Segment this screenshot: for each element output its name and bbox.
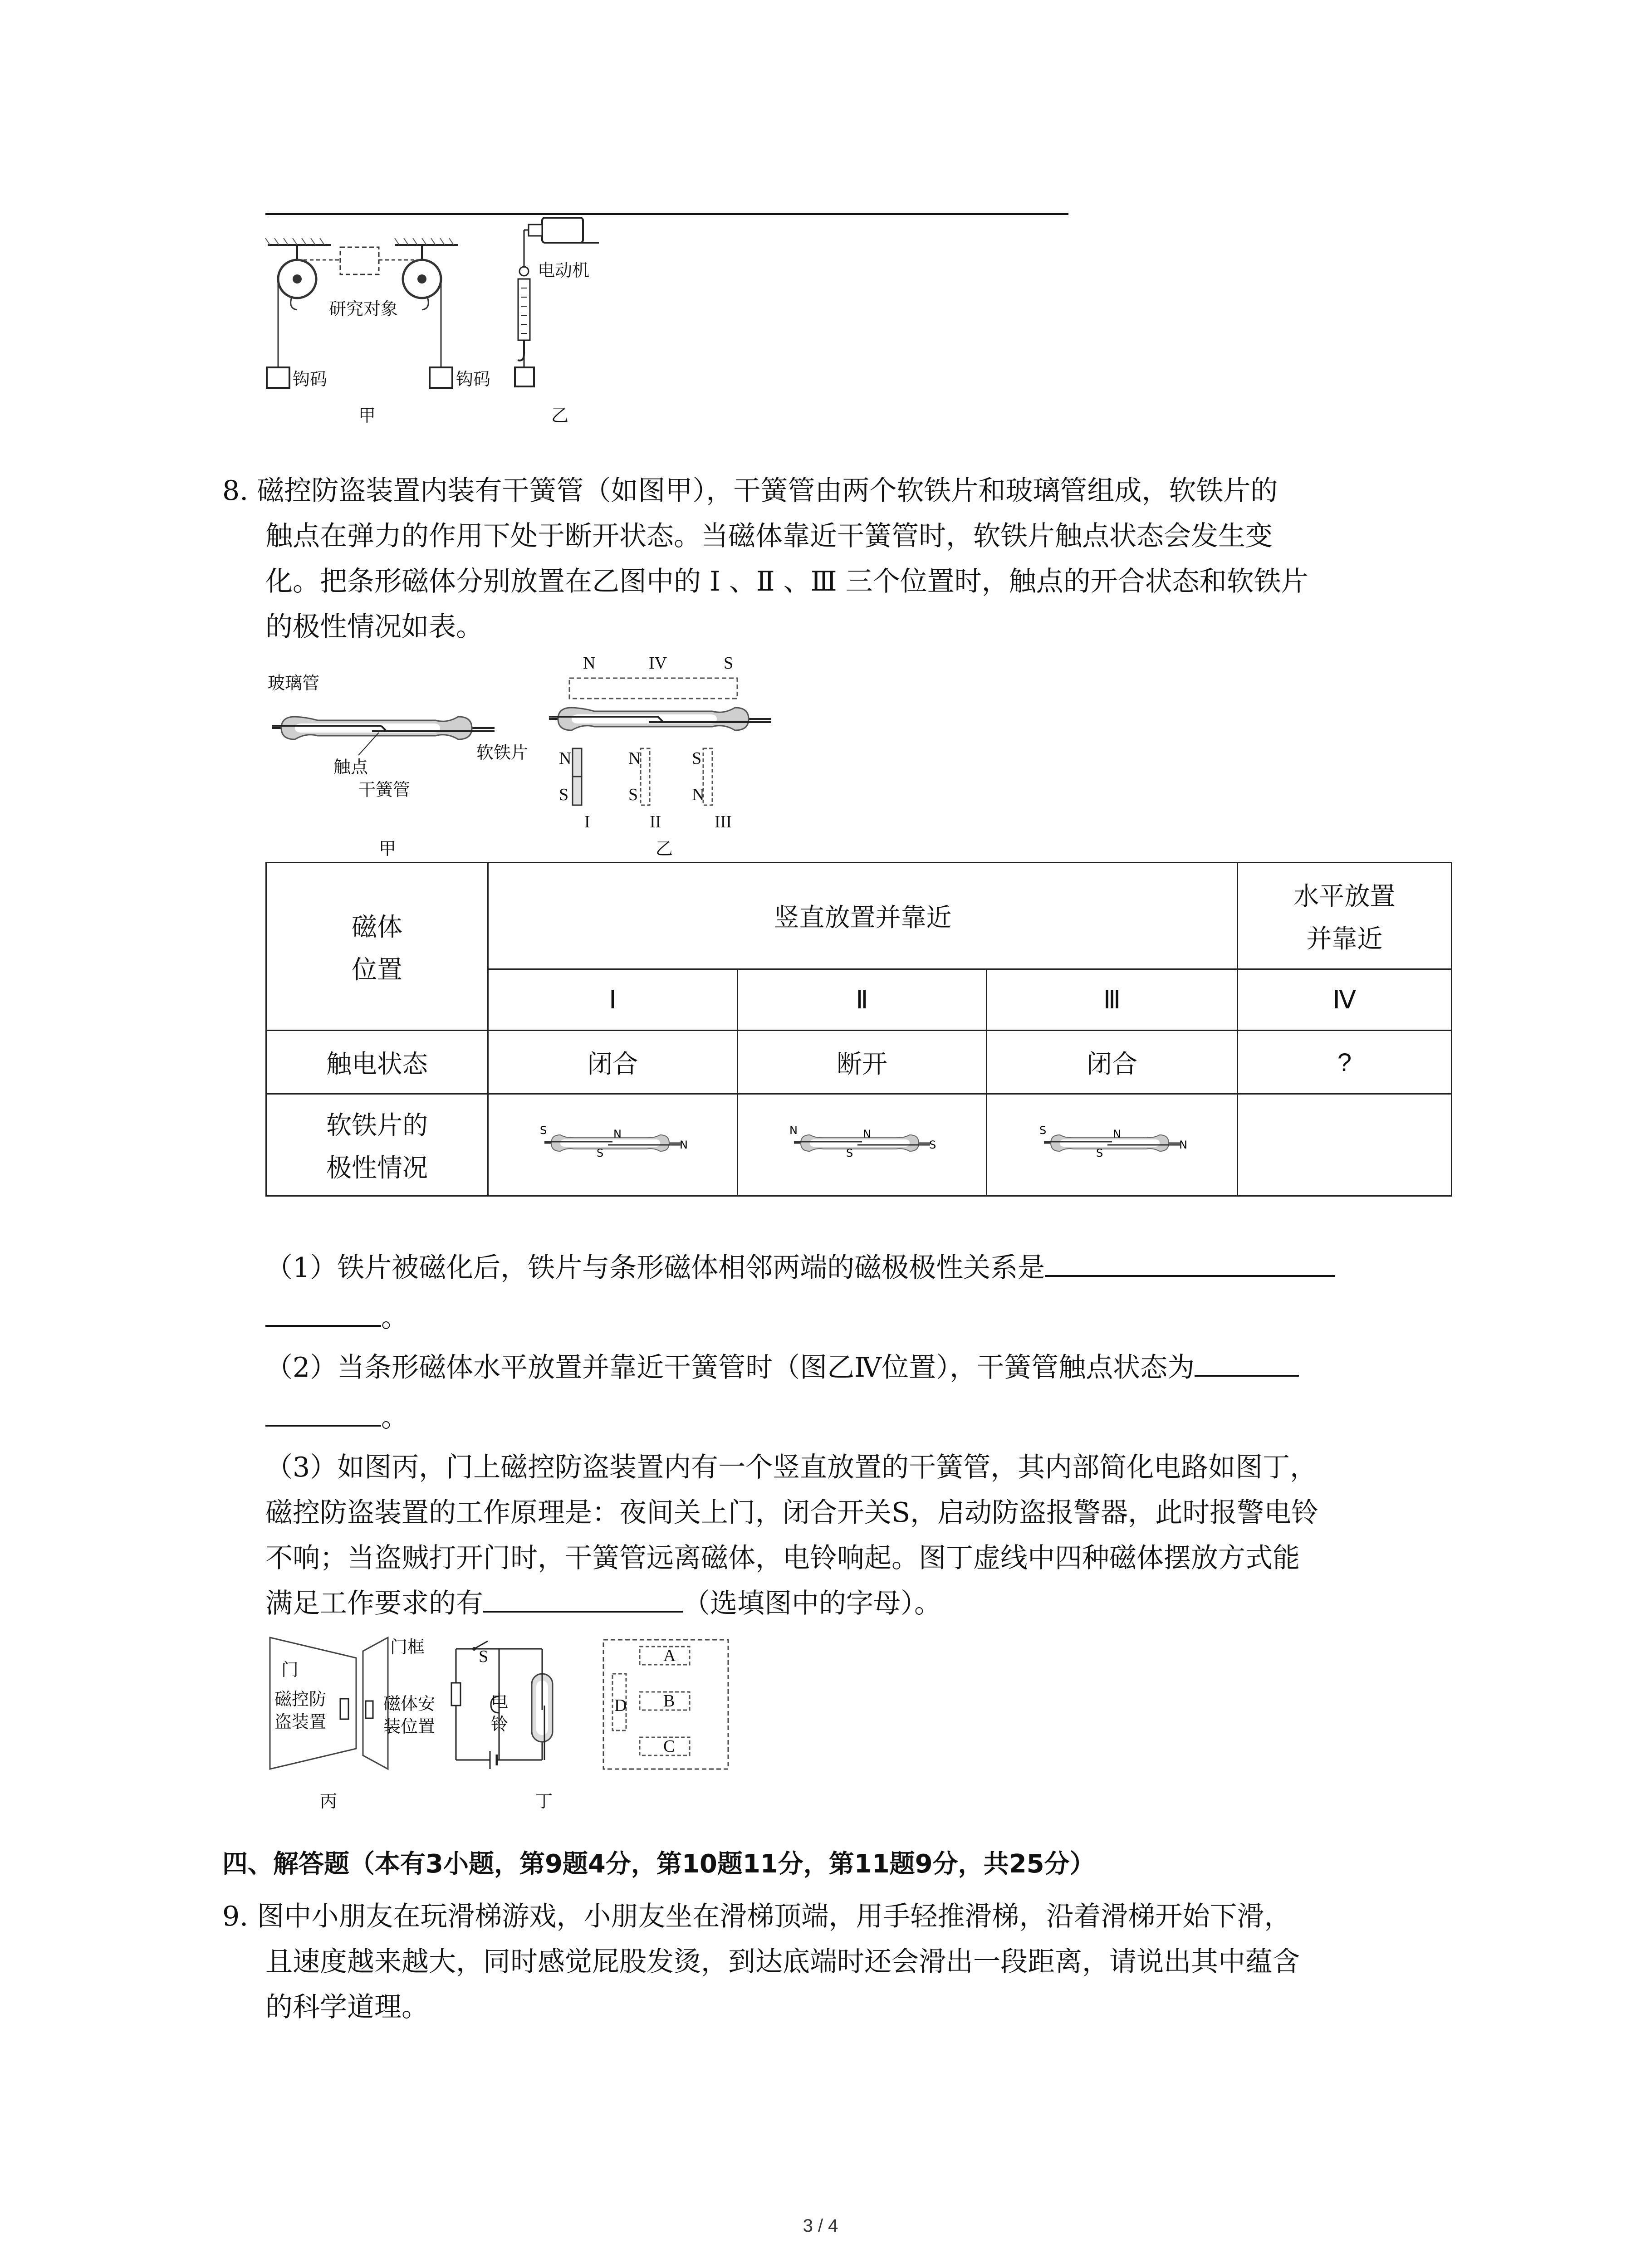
answer-line xyxy=(265,213,1068,215)
polarity-diagram-iii xyxy=(1035,1121,1189,1162)
figure-caption-bing: 丙 xyxy=(320,1791,338,1811)
section-4-heading: 四、解答题（本有3小题，第9题4分，第10题11分，第11题9分，共25分） xyxy=(222,1849,1095,1879)
svg-text:N: N xyxy=(613,1128,622,1140)
q9-line-3: 的科学道理。 xyxy=(265,1991,429,2023)
header-position-cell: 磁体 位置 xyxy=(266,863,488,1031)
figure-caption-jia: 甲 xyxy=(358,406,376,425)
row-polarity-label: 软铁片的 极性情况 xyxy=(266,1094,488,1196)
yi-i-n: N xyxy=(559,749,572,768)
answer-blank-1a[interactable] xyxy=(1045,1248,1335,1277)
polarity-diagram-i xyxy=(535,1121,690,1162)
q9-line-2: 且速度越来越大，同时感觉屁股发烫，到达底端时还会滑出一段距离，请说出其中蕴含 xyxy=(265,1946,1300,1978)
box-b-label: B xyxy=(663,1691,675,1711)
yi-pos-iii: III xyxy=(715,812,732,831)
door-frame-label: 门框 xyxy=(390,1637,425,1657)
svg-text:N: N xyxy=(862,1128,871,1140)
q8-sub1: （1）铁片被磁化后，铁片与条形磁体相邻两端的磁极极性关系是 xyxy=(265,1245,1335,1290)
polarity-diagram-ii xyxy=(785,1121,939,1162)
position-ii: Ⅱ xyxy=(737,969,987,1031)
polarity-ii xyxy=(737,1094,987,1196)
svg-text:S: S xyxy=(1039,1124,1047,1137)
results-table xyxy=(265,862,1452,1197)
figure-yi-positions xyxy=(544,676,780,826)
state-iv: ? xyxy=(1237,1031,1451,1094)
bell-label-2: 铃 xyxy=(491,1714,509,1734)
header-horizontal-cell: 水平放置 并靠近 xyxy=(1237,863,1451,969)
reed-tube-label: 干簧管 xyxy=(358,780,411,800)
yi-ii-n: N xyxy=(628,749,641,768)
page-number: 3 / 4 xyxy=(803,2216,838,2236)
door-label: 门 xyxy=(281,1660,299,1680)
figure-caption-ding: 丁 xyxy=(535,1791,553,1811)
position-iii: Ⅲ xyxy=(987,969,1238,1031)
yi-top-n: N xyxy=(583,654,596,673)
research-object-label: 研究对象 xyxy=(329,299,398,319)
svg-text:S: S xyxy=(929,1139,936,1151)
q8-sub2: （2）当条形磁体水平放置并靠近干簧管时（图乙Ⅳ位置），干簧管触点状态为 xyxy=(265,1345,1299,1390)
yi-pos-i: I xyxy=(584,812,590,831)
figure-yi-motor xyxy=(499,213,608,404)
q9-line-1: 9. 图中小朋友在玩滑梯游戏，小朋友坐在滑梯顶端，用手轻推滑梯，沿着滑梯开始下滑， xyxy=(222,1901,1292,1932)
soft-iron-label: 软铁片 xyxy=(476,743,529,763)
state-ii: 断开 xyxy=(737,1031,987,1094)
bell-label-1: 电 xyxy=(491,1691,509,1711)
answer-blank-1b[interactable] xyxy=(265,1298,381,1327)
row-state-label: 触电状态 xyxy=(266,1031,488,1094)
yi-top-s: S xyxy=(724,654,734,673)
magnet-position-label-2: 装位置 xyxy=(383,1716,436,1736)
position-i: Ⅰ xyxy=(488,969,738,1031)
svg-text:S: S xyxy=(846,1147,853,1159)
yi-iii-n: N xyxy=(692,785,705,804)
motor-label: 电动机 xyxy=(538,260,590,280)
weight-label-right: 钩码 xyxy=(456,369,491,389)
svg-text:N: N xyxy=(1179,1139,1187,1151)
yi-ii-s: S xyxy=(628,785,638,804)
switch-label: S xyxy=(479,1647,489,1666)
position-iv: Ⅳ xyxy=(1237,969,1451,1031)
q8-sub1-cont: 。 xyxy=(265,1295,408,1340)
q8-sub2-cont: 。 xyxy=(265,1395,408,1440)
figure-caption-yi-8: 乙 xyxy=(656,839,673,859)
yi-i-s: S xyxy=(559,785,569,804)
header-vertical-cell: 竖直放置并靠近 xyxy=(488,863,1238,969)
yi-pos-ii: II xyxy=(650,812,661,831)
q8-sub3-line-2: 磁控防盗装置的工作原理是：夜间关上门，闭合开关S，启动防盗报警器，此时报警电铃 xyxy=(265,1497,1319,1529)
svg-text:N: N xyxy=(789,1124,798,1137)
state-iii: 闭合 xyxy=(987,1031,1238,1094)
contact-label: 触点 xyxy=(333,757,368,777)
svg-text:N: N xyxy=(680,1139,688,1151)
weight-label-left: 钩码 xyxy=(293,369,328,389)
q8-line-1: 8. 磁控防盗装置内装有干簧管（如图甲），干簧管由两个软铁片和玻璃管组成，软铁片的 xyxy=(222,475,1278,507)
q8-line-2: 触点在弹力的作用下处于断开状态。当磁体靠近干簧管时，软铁片触点状态会发生变 xyxy=(265,520,1273,552)
device-label-2: 盗装置 xyxy=(274,1712,327,1732)
box-a-label: A xyxy=(663,1646,676,1665)
polarity-iv xyxy=(1237,1094,1451,1196)
figure-caption-jia-8: 甲 xyxy=(379,839,397,859)
yi-iii-s: S xyxy=(692,749,702,768)
state-i: 闭合 xyxy=(488,1031,738,1094)
device-label-1: 磁控防 xyxy=(274,1689,327,1709)
polarity-iii xyxy=(987,1094,1238,1196)
answer-blank-2a[interactable] xyxy=(1195,1348,1299,1377)
magnet-position-label-1: 磁体安 xyxy=(383,1694,436,1714)
q8-sub3-line-3: 不响；当盗贼打开门时，干簧管远离磁体，电铃响起。图丁虚线中四种磁体摆放方式能 xyxy=(265,1542,1300,1574)
q8-line-3: 化。把条形磁体分别放置在乙图中的 Ⅰ 、Ⅱ 、Ⅲ 三个位置时，触点的开合状态和软铁片 xyxy=(265,566,1308,597)
svg-text:N: N xyxy=(1113,1128,1121,1140)
svg-text:S: S xyxy=(597,1147,604,1159)
q8-sub3-line-4: 满足工作要求的有 （选填图中的字母）。 xyxy=(265,1581,941,1626)
svg-text:S: S xyxy=(540,1124,547,1137)
figure-jia-reed-switch xyxy=(268,680,504,780)
glass-tube-label: 玻璃管 xyxy=(268,673,320,693)
q8-sub3-line-1: （3）如图丙，门上磁控防盗装置内有一个竖直放置的干簧管，其内部简化电路如图丁， xyxy=(265,1452,1318,1483)
answer-blank-3[interactable] xyxy=(483,1584,683,1613)
polarity-i xyxy=(488,1094,738,1196)
box-c-label: C xyxy=(663,1737,675,1756)
figure-caption-yi: 乙 xyxy=(551,406,569,425)
q8-line-4: 的极性情况如表。 xyxy=(265,611,483,643)
svg-text:S: S xyxy=(1096,1147,1103,1159)
box-d-label: D xyxy=(614,1696,627,1715)
yi-top-iv: IV xyxy=(649,654,667,673)
answer-blank-2b[interactable] xyxy=(265,1398,381,1427)
